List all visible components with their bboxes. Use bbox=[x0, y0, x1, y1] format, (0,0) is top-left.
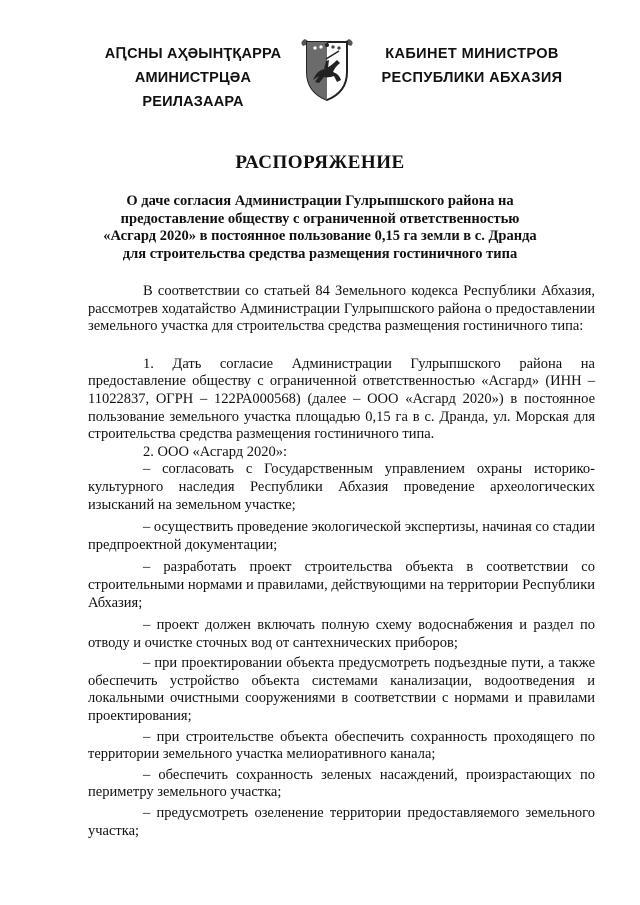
letterhead-abkhaz-line1: АԤСНЫ АҲӘЫНҬҚАРРА bbox=[104, 46, 282, 62]
list-item: – осуществить проведение экологической экспертизы, начиная со стадии предпроектной документации; bbox=[88, 519, 595, 553]
letterhead-abkhaz-line2: АМИНИСТРЦӘА РЕИЛАЗААРА bbox=[134, 70, 252, 110]
list-item: – согласовать с Государственным управлением охраны историко-культурного наследия Республики Абхазия проведение археологических изысканий на земельном участке; bbox=[88, 461, 595, 513]
coat-of-arms-icon bbox=[297, 36, 357, 102]
list-item: – проект должен включать полную схему водоснабжения и раздел по отводу и очистке сточных вод от сантехнических приборов; bbox=[88, 617, 595, 651]
letterhead-russian bbox=[372, 42, 572, 90]
list-item: – при строительстве объекта обеспечить сохранность проходящего по территории земельного участка мелиоративного канала; bbox=[88, 728, 595, 763]
subject-line: для строительства средства размещения гостиничного типа bbox=[122, 245, 518, 262]
subject-line: О даче согласия Администрации Гулрыпшского района на bbox=[126, 193, 514, 209]
letterhead-abkhaz bbox=[88, 42, 298, 114]
letterhead-russian-line2: РЕСПУБЛИКИ АБХАЗИЯ bbox=[381, 70, 563, 86]
subject-line: «Асгард 2020» в постоянное пользование 0,15 га земли в с. Дранда bbox=[103, 228, 537, 244]
item-1-paragraph: 1. Дать согласие Администрации Гулрыпшского района на предоставление обществу с ограниченной ответственностью «Асгард» (ИНН – 11022837, ОГРН – 122РА000568) (далее – ООО «Асгард 2020») в постоянное пользование земельного участка площадью 0,15 га в с. Дранда, ул. Морская для строительства средства размещения гостиничного типа. bbox=[88, 355, 595, 443]
list-item: – при проектировании объекта предусмотреть подъездные пути, а также обеспечить устройство объекта системами канализации, водоотведения и локальными очистными сооружениями в соответствии с нормами и правилами проектирования; bbox=[88, 655, 595, 725]
document-subject bbox=[100, 193, 540, 263]
list-item: – обеспечить сохранность зеленых насаждений, произрастающих по периметру земельного участка; bbox=[88, 766, 595, 801]
preamble-paragraph: В соответствии со статьей 84 Земельного кодекса Республики Абхазия, рассмотрев ходатайство Администрации Гулрыпшского района о предоставлении земельного участка для строительства средства размещения гостиничного типа: bbox=[88, 283, 595, 335]
letterhead bbox=[0, 30, 640, 110]
letterhead-russian-line1: КАБИНЕТ МИНИСТРОВ bbox=[385, 46, 559, 62]
document-title: РАСПОРЯЖЕНИЕ bbox=[235, 152, 405, 173]
document-body bbox=[88, 283, 595, 840]
subject-line: предоставление обществу с ограниченной ответственностью bbox=[120, 210, 520, 227]
list-item: – предусмотреть озеленение территории предоставляемого земельного участка; bbox=[88, 805, 595, 839]
list-item: – разработать проект строительства объекта в соответствии со строительными нормами и правилами, действующими на территории Республики Абхазия; bbox=[88, 559, 595, 611]
item-2-heading: 2. ООО «Асгард 2020»: bbox=[143, 443, 288, 460]
